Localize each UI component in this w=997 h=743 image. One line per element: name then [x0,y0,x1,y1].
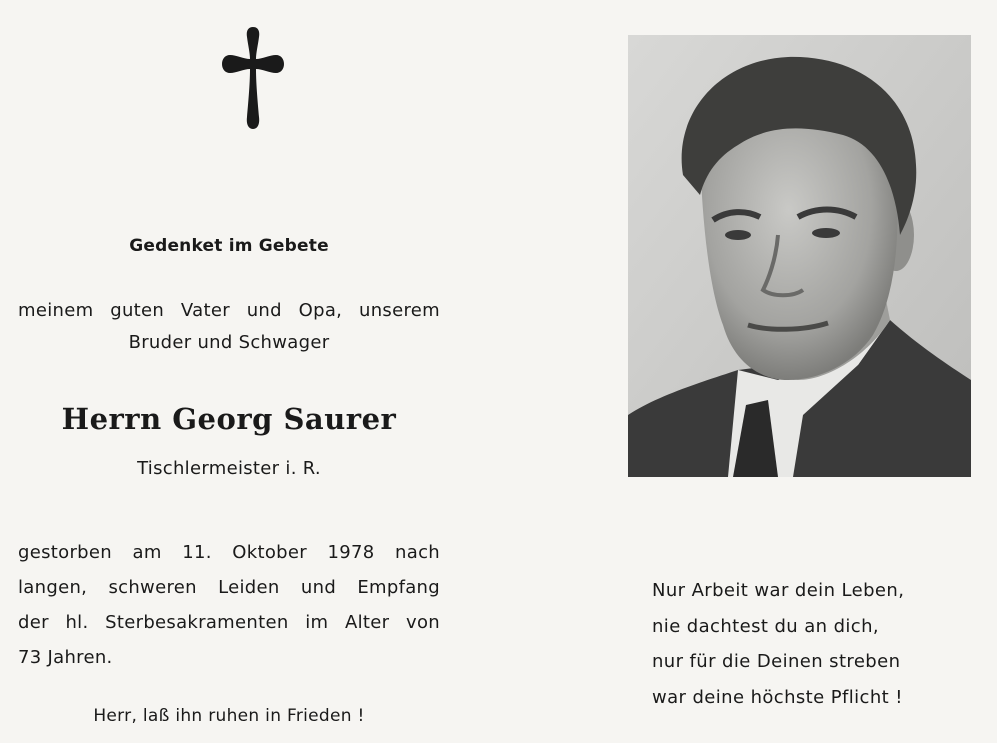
memorial-verse [652,573,952,715]
memorial-heading: Gedenket im Gebete [129,236,329,256]
verse-line-3: nur für die Deinen streben [652,651,901,672]
verse-line-4: war deine höchste Pflicht ! [652,686,903,708]
death-line-3: der hl. Sterbesakramenten im Alter von [18,612,440,633]
verse-line-2: nie dachtest du an dich, [652,615,880,637]
portrait-photo [628,35,971,477]
cross-icon [222,25,284,131]
dedication-line-2: Bruder und Schwager [128,332,330,353]
prayer-line: Herr, laß ihn ruhen in Frieden ! [93,706,365,726]
deceased-title: Tischlermeister i. R. [137,458,321,479]
dedication-text [18,295,440,359]
death-notice [18,535,440,675]
deceased-name: Herrn Georg Saurer [61,402,397,436]
death-line-1: gestorben am 11. Oktober 1978 nach [18,542,440,563]
death-line-4: 73 Jahren. [18,647,113,668]
dedication-line-1: meinem guten Vater und Opa, unserem [18,300,440,321]
death-line-2: langen, schweren Leiden und Empfang [18,577,440,598]
verse-line-1: Nur Arbeit war dein Leben, [652,580,905,601]
